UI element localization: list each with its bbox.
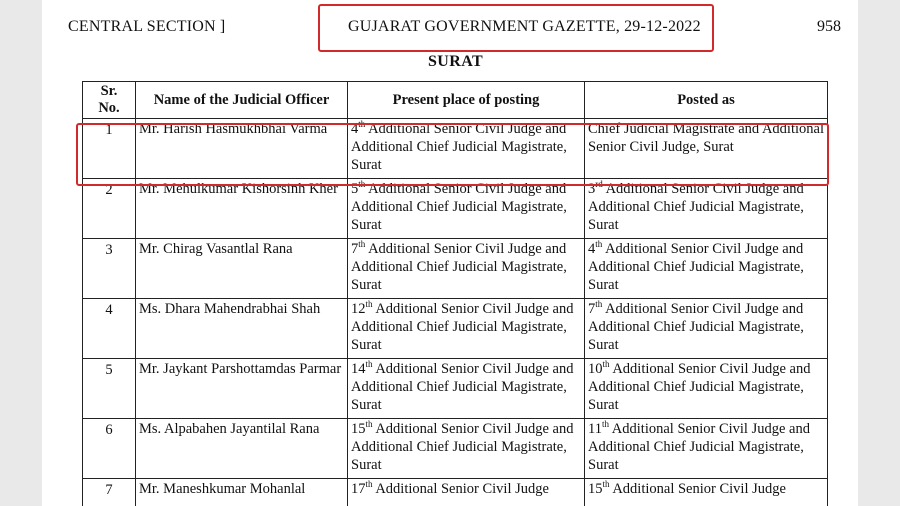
posted-as-cell bbox=[585, 179, 828, 239]
posting-text: Additional Senior Civil Judge bbox=[372, 481, 549, 497]
posted-as-cell bbox=[585, 419, 828, 479]
sr-no-cell: 4 bbox=[83, 299, 136, 359]
ordinal-suffix: th bbox=[365, 419, 373, 430]
present-posting-cell bbox=[348, 479, 585, 506]
ordinal-number: 15 bbox=[351, 421, 366, 437]
title-highlight-box bbox=[318, 4, 714, 52]
sr-no-cell: 7 bbox=[83, 479, 136, 506]
table-row bbox=[83, 419, 828, 479]
table-row bbox=[83, 299, 828, 359]
col-header-sr: Sr. No. bbox=[83, 82, 136, 119]
posting-text: Additional Senior Civil Judge and Additional Chief Judicial Magistrate, Surat bbox=[351, 421, 574, 473]
present-posting-cell bbox=[348, 419, 585, 479]
officer-name-cell: Mr. Harish Hasmukhbhai Varma bbox=[136, 119, 348, 179]
gazette-title: GUJARAT GOVERNMENT GAZETTE, 29-12-2022 bbox=[348, 18, 701, 35]
row-highlight-box bbox=[76, 123, 829, 186]
ordinal-suffix: th bbox=[365, 359, 373, 370]
ordinal-suffix: rd bbox=[595, 179, 603, 190]
ordinal-suffix: th bbox=[358, 179, 366, 190]
sr-no-cell: 5 bbox=[83, 359, 136, 419]
section-label: CENTRAL SECTION ] bbox=[68, 18, 226, 35]
ordinal-number: 4 bbox=[351, 121, 359, 137]
present-posting-cell bbox=[348, 179, 585, 239]
ordinal-suffix: th bbox=[358, 239, 366, 250]
posting-text: Additional Senior Civil Judge and Additional Chief Judicial Magistrate, Surat bbox=[351, 301, 574, 353]
ordinal-suffix: th bbox=[365, 299, 373, 310]
table-header-row bbox=[83, 82, 828, 119]
posted-as-cell bbox=[585, 299, 828, 359]
ordinal-number: 5 bbox=[351, 181, 359, 197]
ordinal-number: 12 bbox=[351, 301, 366, 317]
sr-no-cell: 1 bbox=[83, 119, 136, 179]
ordinal-number: 3 bbox=[588, 181, 596, 197]
ordinal-suffix: th bbox=[358, 119, 366, 130]
officer-name-cell: Mr. Jaykant Parshottamdas Parmar bbox=[136, 359, 348, 419]
posting-text: Additional Senior Civil Judge bbox=[609, 481, 786, 497]
present-posting-cell bbox=[348, 239, 585, 299]
sr-no-cell: 6 bbox=[83, 419, 136, 479]
table-row bbox=[83, 359, 828, 419]
ordinal-number: 7 bbox=[588, 301, 596, 317]
posting-text: Additional Senior Civil Judge and Additional Chief Judicial Magistrate, Surat bbox=[588, 421, 810, 473]
col-header-name: Name of the Judicial Officer bbox=[136, 82, 348, 119]
posted-as-cell bbox=[585, 239, 828, 299]
posted-as-cell bbox=[585, 359, 828, 419]
ordinal-suffix: th bbox=[601, 419, 609, 430]
officer-name-cell: Ms. Alpabahen Jayantilal Rana bbox=[136, 419, 348, 479]
ordinal-number: 7 bbox=[351, 241, 359, 257]
ordinal-number: 4 bbox=[588, 241, 596, 257]
sr-no-cell: 2 bbox=[83, 179, 136, 239]
present-posting-cell bbox=[348, 299, 585, 359]
sr-no-cell: 3 bbox=[83, 239, 136, 299]
posting-text: Additional Senior Civil Judge and Additional Chief Judicial Magistrate, Surat bbox=[351, 361, 574, 413]
col-header-present: Present place of posting bbox=[348, 82, 585, 119]
posting-text: Additional Senior Civil Judge and Additional Chief Judicial Magistrate, Surat bbox=[588, 181, 804, 233]
ordinal-number: 14 bbox=[351, 361, 366, 377]
ordinal-number: 17 bbox=[351, 481, 366, 497]
posted-as-cell bbox=[585, 479, 828, 506]
table-row bbox=[83, 179, 828, 239]
posting-text: Additional Senior Civil Judge and Additional Chief Judicial Magistrate, Surat bbox=[351, 241, 567, 293]
posting-text: Additional Senior Civil Judge and Additional Chief Judicial Magistrate, Surat bbox=[588, 301, 804, 353]
officer-name-cell: Mr. Mehulkumar Kishorsinh Kher bbox=[136, 179, 348, 239]
posting-text: Additional Senior Civil Judge and Additional Chief Judicial Magistrate, Surat bbox=[588, 241, 804, 293]
ordinal-number: 10 bbox=[588, 361, 603, 377]
ordinal-suffix: th bbox=[602, 479, 610, 490]
ordinal-suffix: th bbox=[595, 239, 603, 250]
officer-name-cell: Ms. Dhara Mahendrabhai Shah bbox=[136, 299, 348, 359]
officer-name-cell: Mr. Chirag Vasantlal Rana bbox=[136, 239, 348, 299]
ordinal-suffix: th bbox=[365, 479, 373, 490]
posting-text: Additional Senior Civil Judge and Additional Chief Judicial Magistrate, Surat bbox=[351, 121, 567, 173]
gazette-page bbox=[42, 0, 858, 506]
ordinal-suffix: th bbox=[595, 299, 603, 310]
city-heading: SURAT bbox=[428, 53, 484, 70]
officer-name-cell: Mr. Maneshkumar Mohanlal bbox=[136, 479, 348, 506]
page-number: 958 bbox=[817, 18, 841, 35]
posting-text: Additional Senior Civil Judge and Additional Chief Judicial Magistrate, Surat bbox=[351, 181, 567, 233]
present-posting-cell bbox=[348, 359, 585, 419]
ordinal-number: 15 bbox=[588, 481, 603, 497]
posting-text: Additional Senior Civil Judge and Additional Chief Judicial Magistrate, Surat bbox=[588, 361, 811, 413]
ordinal-suffix: th bbox=[602, 359, 610, 370]
posting-text: Chief Judicial Magistrate and Additional Senior Civil Judge, Surat bbox=[588, 121, 824, 155]
col-header-posted: Posted as bbox=[585, 82, 828, 119]
table-row bbox=[83, 239, 828, 299]
table-row bbox=[83, 479, 828, 506]
ordinal-number: 11 bbox=[588, 421, 602, 437]
